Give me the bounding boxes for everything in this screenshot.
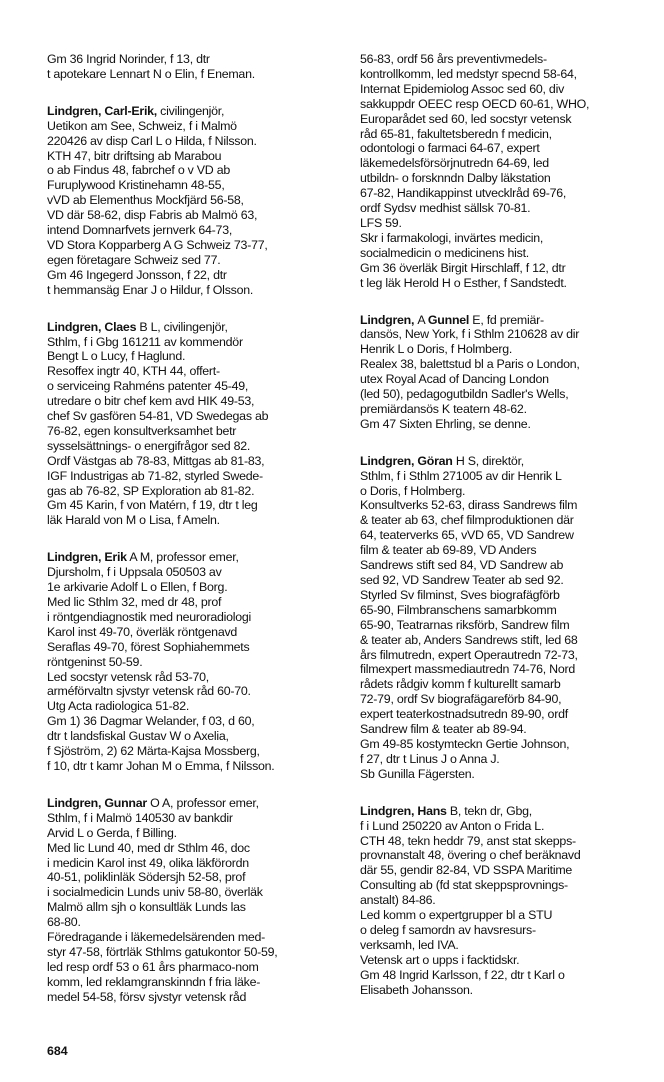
entry-initial: A bbox=[417, 312, 428, 327]
entry-given-name: Gunnar bbox=[104, 795, 147, 810]
entry-text-line: film & teater ab 69-89, VD Anders bbox=[360, 543, 537, 558]
entry-text-line: (led 50), pedagogutbildn Sadler's Wells, bbox=[360, 387, 569, 402]
entry-text-line: provnanstalt 48, övering o chef beräknavd bbox=[360, 848, 581, 863]
entry-text-line: Ordf Västgas ab 78-83, Mittgas ab 81-83, bbox=[47, 453, 265, 468]
entry-text-line: Utg Acta radiologica 51-82. bbox=[47, 699, 190, 714]
entry-heading bbox=[360, 804, 660, 819]
entry-text-line: expert teaterkostnadsutredn 89-90, ordf bbox=[360, 707, 568, 722]
entry-heading-rest: A M, professor emer, bbox=[126, 550, 239, 565]
entry-text-line: medel 54-58, försv sjvstyr vetensk råd bbox=[47, 989, 247, 1004]
entry-text-line: Karol inst 49-70, överläk röntgenavd bbox=[47, 624, 238, 639]
biography-entry bbox=[47, 320, 337, 529]
entry-text-line: f 27, dtr t Linus J o Anna J. bbox=[360, 751, 500, 766]
entry-text-line: läkemedelsförsörjnutredn 64-69, led bbox=[360, 156, 549, 171]
entry-text-line: & teater ab 63, chef filmproduktionen där bbox=[360, 513, 574, 528]
entry-text-line: Djursholm, f i Uppsala 050503 av bbox=[47, 565, 222, 580]
entry-text-line: f i Lund 250220 av Anton o Frida L. bbox=[360, 818, 545, 833]
entry-surname: Lindgren, bbox=[360, 312, 418, 327]
biography-entry bbox=[360, 313, 660, 432]
entry-surname: Lindgren, bbox=[360, 803, 418, 818]
entry-text-line: Styrled Sv filminst, Sves biografägförb bbox=[360, 587, 560, 602]
entry-surname: Lindgren, bbox=[47, 550, 105, 565]
entry-text-line: utbildn- o forsknndn Dalby läkstation bbox=[360, 171, 551, 186]
entry-text-line: Gm 36 Ingrid Norinder, f 13, dtr bbox=[47, 52, 210, 66]
entry-text-line: sakkuppdr OEEC resp OECD 60-61, WHO, bbox=[360, 96, 590, 111]
entry-text-line: 220426 av disp Carl L o Hilda, f Nilsson. bbox=[47, 133, 257, 148]
entry-given-name: Erik bbox=[104, 550, 127, 565]
entry-text-line: Resoffex ingtr 40, KTH 44, offert- bbox=[47, 364, 220, 379]
entry-heading bbox=[47, 104, 337, 119]
entry-text-line: egen företagare Schweiz sed 77. bbox=[47, 252, 221, 267]
entry-text-line: Vetensk art o upps i facktidskr. bbox=[360, 952, 520, 967]
entry-heading-rest: B L, civilingenjör, bbox=[136, 319, 228, 334]
page-number: 684 bbox=[47, 1044, 68, 1058]
entry-text-line: 65-90, Filmbranschens samarbkomm bbox=[360, 602, 557, 617]
entry-surname: Lindgren, bbox=[47, 103, 105, 118]
entry-text-line: Gm 48 Ingrid Karlsson, f 22, dtr t Karl o bbox=[360, 967, 565, 982]
entry-text-line: råd 65-81, fakultetsberedn f medicin, bbox=[360, 126, 552, 141]
entry-given-name: Gunnel bbox=[427, 312, 470, 327]
entry-text-line: 40-51, poliklinläk Södersjh 52-58, prof bbox=[47, 870, 246, 885]
biography-entry bbox=[47, 104, 337, 298]
entry-text-line: vVD ab Elementhus Mockfjärd 56-58, bbox=[47, 193, 244, 208]
entry-text-line: Sthlm, f i Malmö 140530 av bankdir bbox=[47, 810, 233, 825]
entry-text-line: o deleg f samordn av havsresurs- bbox=[360, 922, 536, 937]
entry-heading-rest: H S, direktör, bbox=[452, 453, 524, 468]
entry-text-line: o Doris, f Holmberg. bbox=[360, 483, 466, 498]
entry-text-line: i röntgendiagnostik med neuroradiologi bbox=[47, 609, 252, 624]
biography-continuation bbox=[360, 52, 660, 291]
entry-given-name: Göran bbox=[417, 453, 453, 468]
entry-text-line: 68-80. bbox=[47, 915, 81, 930]
entry-text-line: gas ab 76-82, SP Exploration ab 81-82. bbox=[47, 483, 255, 498]
entry-text-line: Europarådet sed 60, led socstyr vetensk bbox=[360, 111, 572, 126]
entry-text-line: Föredragande i läkemedelsärenden med- bbox=[47, 930, 266, 945]
entry-text-line: utredare o bitr chef kem avd HIK 49-53, bbox=[47, 394, 255, 409]
entry-text-line: IGF Industrigas ab 71-82, styrled Swede- bbox=[47, 468, 263, 483]
entry-surname: Lindgren, bbox=[360, 453, 418, 468]
entry-text-line: års filmutredn, expert Operautredn 72-73, bbox=[360, 647, 578, 662]
entry-text-line: KTH 47, bitr driftsing ab Marabou bbox=[47, 148, 222, 163]
entry-text-line: 67-82, Handikappinst utvecklråd 69-76, bbox=[360, 186, 567, 201]
entry-text-line: odontologi o farmaci 64-67, expert bbox=[360, 141, 540, 156]
entry-text-line: Bengt L o Lucy, f Haglund. bbox=[47, 349, 186, 364]
entry-text-line: LFS 59. bbox=[360, 215, 402, 230]
entry-text-line: led resp ordf 53 o 61 års pharmaco-nom bbox=[47, 959, 259, 974]
entry-text-line: Skr i farmakologi, invärtes medicin, bbox=[360, 230, 544, 245]
entry-text-line: f 10, dtr t kamr Johan M o Emma, f Nilsson. bbox=[47, 758, 275, 773]
entry-text-line: Sthlm, f i Gbg 161211 av kommendör bbox=[47, 334, 243, 349]
entry-text-line: anstalt) 84-86. bbox=[360, 893, 436, 908]
entry-text-line: Gm 47 Sixten Ehrling, se denne. bbox=[360, 416, 531, 431]
entry-text-line: o ab Findus 48, fabrchef o v VD ab bbox=[47, 163, 230, 178]
entry-text-line: Gm 36 överläk Birgit Hirschlaff, f 12, dtr bbox=[360, 260, 566, 275]
right-column bbox=[360, 52, 660, 1019]
entry-text-line: 76-82, egen konsultverksamhet betr bbox=[47, 423, 237, 438]
entry-heading-rest: E, fd premiär- bbox=[469, 312, 544, 327]
left-column bbox=[47, 52, 337, 1027]
entry-text-line: filmexpert massmediautredn 74-76, Nord bbox=[360, 662, 576, 677]
entry-text-line: Consulting ab (fd stat skeppsprovnings- bbox=[360, 878, 568, 893]
entry-text-line: VD där 58-62, disp Fabris ab Malmö 63, bbox=[47, 208, 258, 223]
entry-text-line: f Sjöström, 2) 62 Märta-Kajsa Mossberg, bbox=[47, 744, 260, 759]
entry-heading-rest: O A, professor emer, bbox=[146, 795, 259, 810]
entry-text-line: verksamh, led IVA. bbox=[360, 937, 459, 952]
biography-entry bbox=[47, 796, 337, 1005]
entry-heading bbox=[47, 320, 337, 335]
entry-given-name: Carl-Erik, bbox=[104, 103, 157, 118]
entry-text-line: Gm 1) 36 Dagmar Welander, f 03, d 60, bbox=[47, 714, 255, 729]
entry-text-line: dansös, New York, f i Sthlm 210628 av dir bbox=[360, 327, 580, 342]
entry-text-line: socialmedicin o medicinens hist. bbox=[360, 245, 529, 260]
entry-text-line: där 55, gendir 82-84, VD SSPA Maritime bbox=[360, 863, 573, 878]
entry-text-line: Med lic Sthlm 32, med dr 48, prof bbox=[47, 595, 222, 609]
entry-text-line: Sandrews stift sed 84, VD Sandrew ab bbox=[360, 558, 564, 573]
entry-text-line: premiärdansös K teatern 48-62. bbox=[360, 401, 527, 416]
biography-entry bbox=[360, 454, 660, 782]
entry-text-line: & teater ab, Anders Sandrews stift, led 68 bbox=[360, 632, 578, 647]
entry-text-line: sed 92, VD Sandrew Teater ab sed 92. bbox=[360, 573, 564, 587]
entry-heading-rest: civilingenjör, bbox=[156, 103, 225, 118]
entry-text-line: Med lic Lund 40, med dr Sthlm 46, doc bbox=[47, 840, 250, 855]
biography-entry bbox=[47, 550, 337, 774]
entry-heading bbox=[47, 550, 337, 565]
entry-text-line: VD Stora Kopparberg A G Schweiz 73-77, bbox=[47, 237, 268, 252]
entry-text-line: 64, teaterverks 65, vVD 65, VD Sandrew bbox=[360, 528, 574, 543]
entry-text-line: t hemmansäg Enar J o Hildur, f Olsson. bbox=[47, 282, 254, 297]
entry-heading-rest: B, tekn dr, Gbg, bbox=[446, 803, 532, 818]
entry-text-line: Led socstyr vetensk råd 53-70, bbox=[47, 669, 209, 684]
entry-heading bbox=[360, 454, 660, 469]
entry-given-name: Claes bbox=[104, 319, 137, 334]
entry-text-line: intend Domnarfvets jernverk 64-73, bbox=[47, 223, 233, 238]
entry-text-line: rådets rådgiv komm f kulturellt samarb bbox=[360, 677, 561, 692]
entry-text-line: CTH 48, tekn heddr 79, anst stat skepps- bbox=[360, 833, 576, 848]
entry-text-line: 56-83, ordf 56 års preventivmedels- bbox=[360, 52, 547, 66]
entry-text-line: Arvid L o Gerda, f Billing. bbox=[47, 825, 177, 840]
entry-text-line: 1e arkivarie Adolf L o Ellen, f Borg. bbox=[47, 580, 228, 595]
entry-text-line: sysselsättnings- o energifrågor sed 82. bbox=[47, 438, 251, 453]
entry-text-line: Sb Gunilla Fägersten. bbox=[360, 766, 475, 781]
entry-text-line: t apotekare Lennart N o Elin, f Eneman. bbox=[47, 66, 255, 81]
entry-heading bbox=[47, 796, 337, 811]
entry-text-line: Furuplywood Kristinehamn 48-55, bbox=[47, 178, 225, 193]
entry-text-line: Konsultverks 52-63, dirass Sandrews film bbox=[360, 498, 578, 513]
entry-text-line: Sandrew film & teater ab 89-94. bbox=[360, 722, 527, 737]
entry-text-line: kontrollkomm, led medstyr specnd 58-64, bbox=[360, 66, 577, 81]
entry-text-line: i socialmedicin Lunds univ 58-80, överläk bbox=[47, 885, 263, 900]
entry-text-line: Malmö allm sjh o konsultläk Lunds las bbox=[47, 900, 246, 915]
entry-text-line: o serviceing Rahméns patenter 45-49, bbox=[47, 379, 249, 394]
entry-text-line: Henrik L o Doris, f Holmberg. bbox=[360, 342, 513, 357]
entry-heading bbox=[360, 313, 660, 328]
entry-text-line: läk Harald von M o Lisa, f Ameln. bbox=[47, 513, 220, 528]
entry-text-line: t leg läk Herold H o Esther, f Sandstedt. bbox=[360, 275, 567, 290]
entry-text-line: arméförvaltn sjvstyr vetensk råd 60-70. bbox=[47, 684, 251, 699]
biography-continuation bbox=[47, 52, 337, 82]
entry-text-line: 72-79, ordf Sv biografägareförb 84-90, bbox=[360, 692, 562, 707]
entry-text-line: Seraflas 49-70, förest Sophiahemmets bbox=[47, 639, 250, 654]
entry-given-name: Hans bbox=[417, 803, 447, 818]
entry-text-line: röntgeninst 50-59. bbox=[47, 654, 143, 669]
entry-text-line: ordf Sydsv medhist sällsk 70-81. bbox=[360, 201, 531, 216]
entry-text-line: chef Sv gasfören 54-81, VD Swedegas ab bbox=[47, 409, 269, 424]
entry-surname: Lindgren, bbox=[47, 795, 105, 810]
biography-entry bbox=[360, 804, 660, 998]
entry-text-line: Sthlm, f i Sthlm 271005 av dir Henrik L bbox=[360, 468, 562, 483]
entry-surname: Lindgren, bbox=[47, 319, 105, 334]
entry-text-line: Elisabeth Johansson. bbox=[360, 982, 473, 997]
entry-text-line: dtr t landsfiskal Gustav W o Axelia, bbox=[47, 729, 229, 744]
entry-text-line: Gm 45 Karin, f von Matérn, f 19, dtr t leg bbox=[47, 498, 258, 513]
entry-text-line: Gm 49-85 kostymteckn Gertie Johnson, bbox=[360, 736, 570, 751]
entry-text-line: Realex 38, balettstud bl a Paris o London, bbox=[360, 357, 580, 372]
entry-text-line: styr 47-58, förtrläk Sthlms gatukontor 50-59, bbox=[47, 944, 278, 959]
entry-text-line: Gm 46 Ingegerd Jonsson, f 22, dtr bbox=[47, 267, 227, 282]
entry-text-line: Internat Epidemiolog Assoc sed 60, div bbox=[360, 81, 565, 96]
entry-text-line: 65-90, Teatrarnas riksförb, Sandrew film bbox=[360, 617, 570, 632]
entry-text-line: Uetikon am See, Schweiz, f i Malmö bbox=[47, 118, 237, 133]
entry-text-line: i medicin Karol inst 49, olika läkförordn bbox=[47, 855, 249, 870]
entry-text-line: komm, led reklamgranskinndn f fria läke- bbox=[47, 974, 261, 989]
entry-text-line: Led komm o expertgrupper bl a STU bbox=[360, 908, 553, 923]
entry-text-line: utex Royal Acad of Dancing London bbox=[360, 372, 549, 387]
